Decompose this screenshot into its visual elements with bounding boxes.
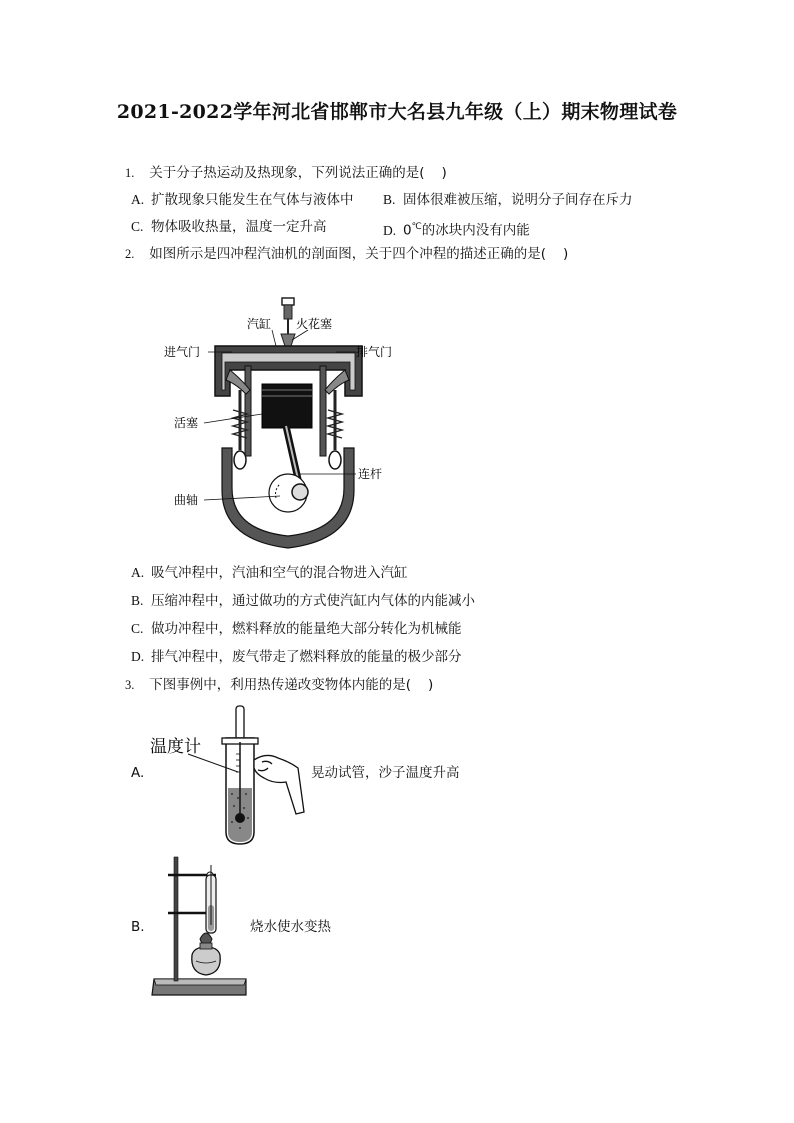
boiling-water-figure [150,855,250,999]
option-1d: D. 0℃的冰块内没有内能 [383,222,530,239]
question-stem: 下图事例中，利用热传递改变物体内能的是( [149,677,412,693]
question-stem: 关于分子热运动及热现象，下列说法正确的是( [149,165,425,181]
label-crank: 曲轴 [174,493,199,507]
label-intake: 进气门 [164,345,201,359]
option-1b: B. 固体很难被压缩，说明分子间存在斥力 [383,192,633,208]
question-2: 2. 如图所示是四冲程汽油机的剖面图，关于四个冲程的描述正确的是( ) [125,246,569,262]
question-stem: 如图所示是四冲程汽油机的剖面图，关于四个冲程的描述正确的是( [149,246,547,262]
engine-diagram [160,290,400,572]
exhaust-valve-icon [325,370,349,450]
label-exhaust: 排气门 [356,345,393,359]
hand-icon [254,755,304,814]
label-piston: 活塞 [174,416,199,430]
label-cylinder: 汽缸 [247,317,272,331]
option-2c: C. 做功冲程中，燃料释放的能量绝大部分转化为机械能 [131,621,462,637]
question-1: 1. 关于分子热运动及热现象，下列说法正确的是( ) [125,165,447,181]
question-number: 2. [125,247,135,261]
option-3b-text: 烧水使水变热 [250,919,331,935]
piston-block [262,384,312,428]
option-2d: D. 排气冲程中，废气带走了燃料释放的能量的极少部分 [131,649,462,665]
option-2b: B. 压缩冲程中，通过做功的方式使汽缸内气体的内能减小 [131,593,475,609]
label-rod: 连杆 [358,467,383,481]
question-number: 1. [125,166,135,180]
spark-plug-icon [281,298,295,346]
page-title: 2021-2022学年河北省邯郸市大名县九年级（上）期末物理试卷 [116,101,678,123]
option-3a-letter: A. [131,765,145,781]
option-3b-letter: B. [131,919,145,935]
question-number: 3. [125,678,135,692]
option-2a: A. 吸气冲程中，汽油和空气的混合物进入汽缸 [131,565,408,581]
option-3a-text: 晃动试管，沙子温度升高 [311,765,460,781]
option-1c: C. 物体吸收热量，温度一定升高 [131,219,327,235]
question-3: 3. 下图事例中，利用热传递改变物体内能的是( ) [125,677,434,693]
thermometer-test-tube-figure [148,702,308,848]
answer-blank [429,165,442,181]
option-1a: A. 扩散现象只能发生在气体与液体中 [131,192,354,208]
label-spark-plug: 火花塞 [296,317,333,331]
label-thermometer: 温度计 [150,737,201,757]
